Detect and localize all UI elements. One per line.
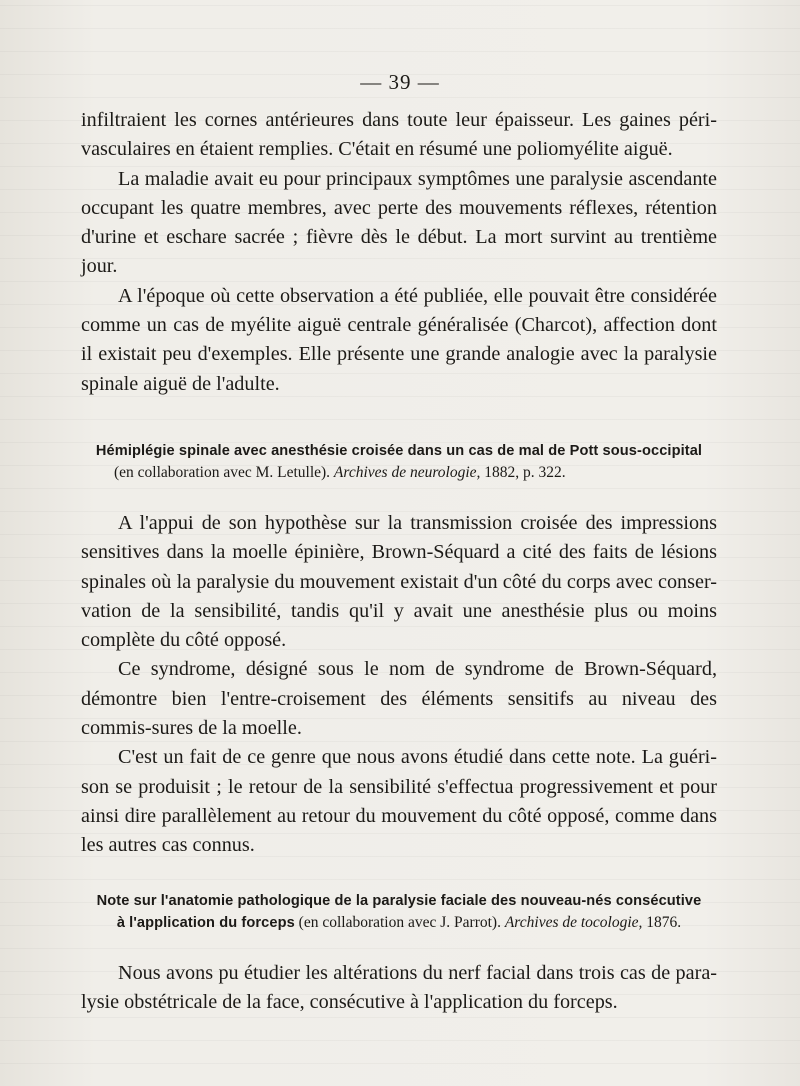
text-block-2 (81, 509, 717, 861)
journal-name: Archives de tocologie, (504, 914, 643, 931)
reference-text: (en collaboration avec J. Parrot). (294, 914, 505, 931)
text-block-1 (81, 106, 717, 399)
paragraph: C'est un fait de ce genre que nous avons étudié dans cette note. La guéri-son se produisit ; le retour de la sensibilité s'effectua progressivement et pour ainsi dire parallèlement au retour du mouvement du côté opposé, comme dans les autres cas connus. (81, 746, 717, 857)
section-reference (81, 912, 717, 934)
paragraph: Nous avons pu étudier les altérations du nerf facial dans trois cas de para-lysie obstétricale de la face, consécutive à l'application du forceps. (81, 962, 717, 1014)
section-title-continued: à l'application du forceps (116, 915, 295, 931)
reference-text: 1876. (642, 914, 682, 931)
paragraph: Ce syndrome, désigné sous le nom de syndrome de Brown-Séquard, démontre bien l'entre-croisement des éléments sensitifs au niveau des commis-sures de la moelle. (81, 658, 717, 740)
text-block-3 (81, 959, 717, 1018)
section-title: Hémiplégie spinale avec anesthésie croisée dans un cas de mal de Pott sous-occipital (95, 443, 703, 459)
journal-name: Archives de neurologie, (333, 464, 481, 481)
section-reference (81, 462, 717, 484)
paragraph: A l'appui de son hypothèse sur la transmission croisée des impressions sensitives dans la moelle épinière, Brown-Séquard a cité des faits de lésions spinales où la paralysie du mouvement existait d'un côté du corps avec conser-vation de la sensibilité, tandis qu'il y avait une anesthésie plus ou moins complète du côté opposé. (81, 512, 717, 652)
section-heading-1 (81, 440, 717, 484)
reference-text: 1882, p. 322. (480, 464, 566, 481)
section-heading-2 (81, 890, 717, 934)
paragraph: A l'époque où cette observation a été publiée, elle pouvait être considérée comme un cas de myélite aiguë centrale généralisée (Charcot), affection dont il existait peu d'exemples. Elle présente une grande analogie avec la paralysie spinale aiguë de l'adulte. (81, 284, 717, 395)
page-number: — 39 — (360, 70, 440, 94)
reference-text: (en collaboration avec M. Letulle). (114, 464, 334, 481)
section-title: Note sur l'anatomie pathologique de la paralysie faciale des nouveau-nés consécutive (96, 893, 702, 909)
paragraph: La maladie avait eu pour principaux symptômes une paralysie ascendante occupant les quatre membres, avec perte des mouvements réflexes, rétention d'urine et eschare sacrée ; fièvre dès le début. La mort survint au trentième jour. (81, 167, 717, 278)
paragraph: infiltraient les cornes antérieures dans toute leur épaisseur. Les gaines péri-vasculaires en étaient remplies. C'était en résumé une poliomyélite aiguë. (81, 109, 717, 161)
